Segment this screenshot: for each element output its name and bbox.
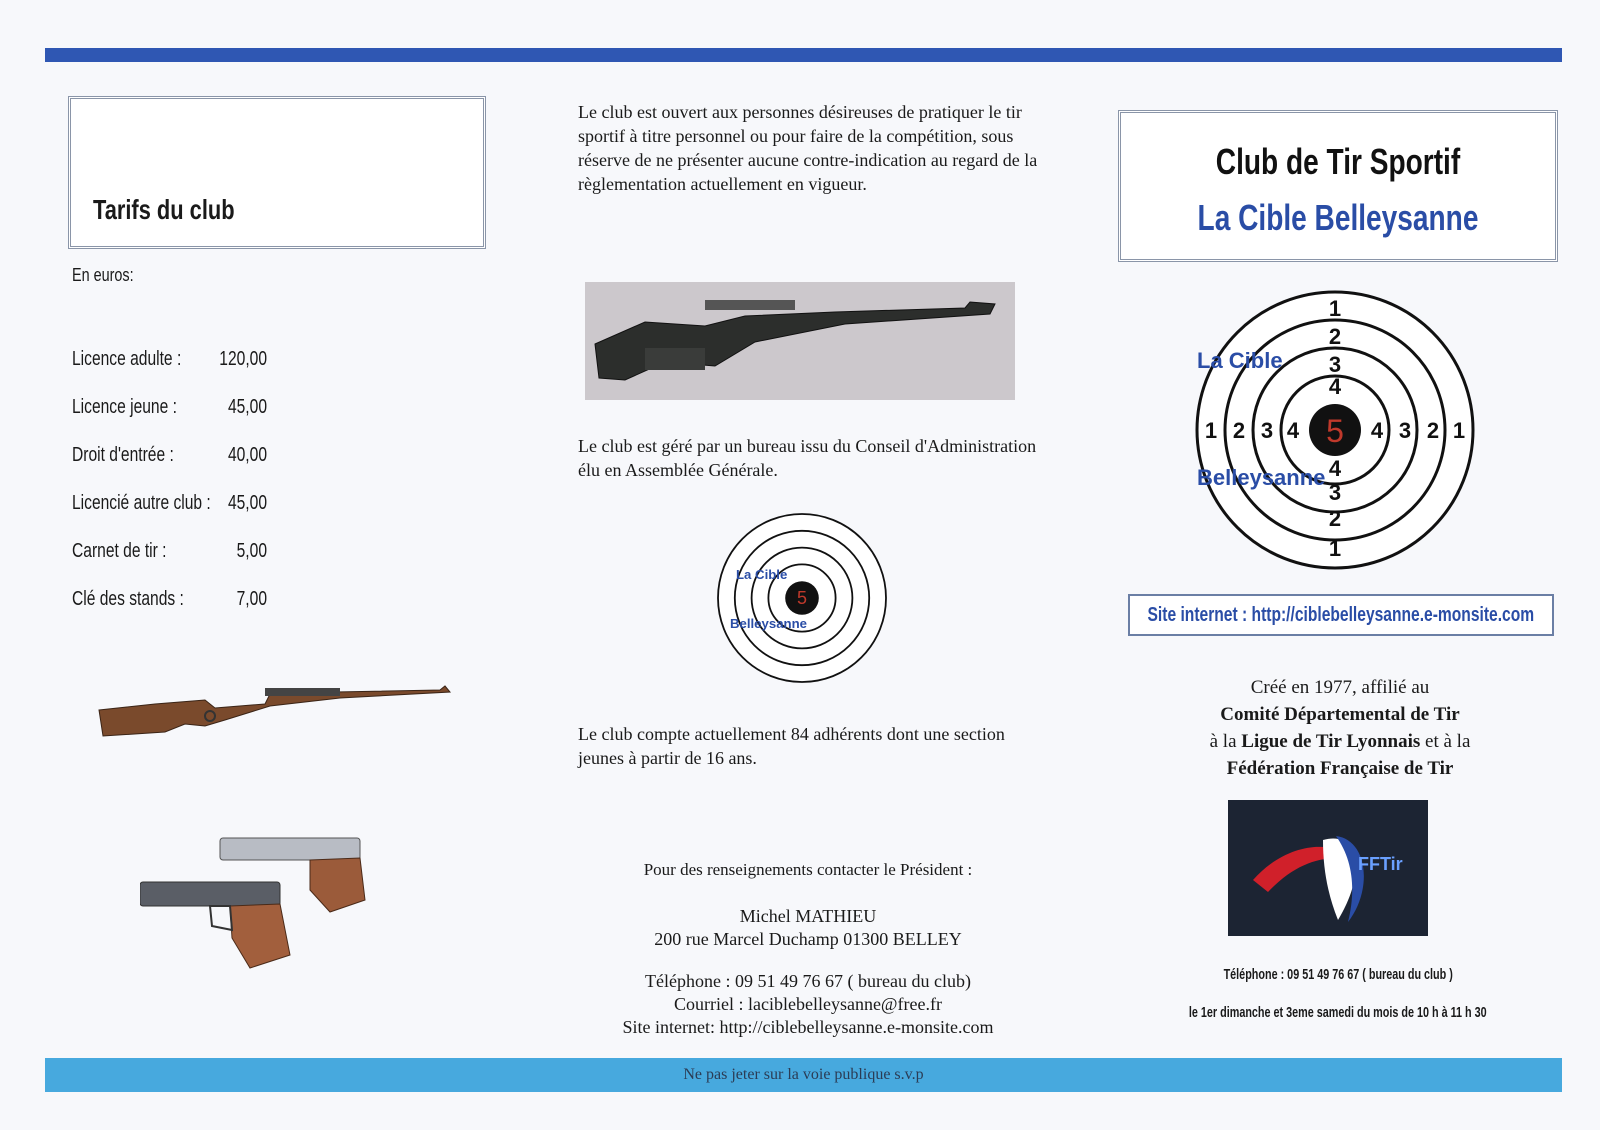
- air-rifle-image: [585, 282, 1015, 400]
- price-label: Droit d'entrée :: [72, 444, 174, 466]
- club-title-box: [1118, 110, 1558, 262]
- members-paragraph: Le club compte actuellement 84 adhérents dont une section jeunes à partir de 16 ans.: [578, 724, 1005, 768]
- email-line: Courriel : laciblebelleysanne@free.fr: [674, 994, 942, 1014]
- president-address: 200 rue Marcel Duchamp 01300 BELLEY: [654, 929, 962, 949]
- price-label: Carnet de tir :: [72, 540, 167, 562]
- svg-text:4: 4: [1286, 418, 1300, 443]
- league-prefix: à la: [1209, 731, 1242, 752]
- price-label: Licence jeune :: [72, 396, 177, 418]
- tarifs-title-box: [68, 96, 486, 249]
- svg-text:2: 2: [1328, 324, 1342, 349]
- svg-text:2: 2: [1328, 506, 1342, 531]
- price-value: 45,00: [227, 492, 267, 514]
- footer-notice: Ne pas jeter sur la voie publique s.v.p: [683, 1066, 924, 1083]
- svg-text:3: 3: [1328, 352, 1342, 377]
- small-target-image: [712, 508, 892, 688]
- svg-text:4: 4: [1328, 374, 1342, 399]
- club-title-line2: La Cible Belleysanne: [1197, 197, 1479, 238]
- fftir-logo: [1228, 800, 1428, 936]
- svg-text:1: 1: [1204, 418, 1218, 443]
- svg-text:1: 1: [1452, 418, 1466, 443]
- phone-line: Téléphone : 09 51 49 76 67 ( bureau du club): [645, 971, 971, 991]
- price-label: Licence adulte :: [72, 348, 182, 370]
- price-value: 7,00: [236, 588, 267, 610]
- management-paragraph: Le club est géré par un bureau issu du Conseil d'Administration élu en Assemblée Générale.: [578, 436, 1037, 480]
- large-target-label-top: La Cible: [1197, 348, 1283, 373]
- small-target-label-bottom: Belleysanne: [730, 616, 807, 631]
- website-line: Site internet: http://ciblebelleysanne.e-monsite.com: [622, 1017, 994, 1037]
- svg-text:3: 3: [1328, 480, 1342, 505]
- club-title-line1: Club de Tir Sportif: [1215, 141, 1461, 182]
- price-row: [72, 396, 267, 419]
- large-target-center: 5: [1326, 413, 1344, 449]
- price-row: [72, 492, 267, 515]
- intro-paragraph: Le club est ouvert aux personnes désireuses de pratiquer le tir sportif à titre personnel ou pour faire de la compétition, sous réserve de ne présenter aucune contre-indication au regard de la règlementation actuellement en vigueur.: [578, 102, 1038, 194]
- pistols-image: [140, 830, 380, 980]
- club-phone: Téléphone : 09 51 49 76 67 ( bureau du club ): [1223, 966, 1453, 983]
- fftir-logo-graphic: [1228, 800, 1428, 936]
- currency-note: En euros:: [72, 265, 134, 285]
- top-bar: [45, 48, 1562, 62]
- league-suffix: et à la: [1420, 731, 1471, 752]
- rifle-image: [95, 680, 455, 760]
- website-box[interactable]: [1128, 594, 1554, 636]
- svg-text:3: 3: [1398, 418, 1412, 443]
- federation-line: Fédération Française de Tir: [1226, 758, 1454, 779]
- bottom-bar: [45, 1058, 1562, 1092]
- league-line: [1128, 728, 1552, 755]
- price-value: 5,00: [236, 540, 267, 562]
- large-target-image: [1185, 290, 1485, 570]
- svg-text:4: 4: [1370, 418, 1384, 443]
- price-value: 45,00: [227, 396, 267, 418]
- fftir-logo-text: FFTir: [1358, 854, 1403, 874]
- large-target-label-bottom: Belleysanne: [1197, 465, 1326, 490]
- svg-text:1: 1: [1328, 296, 1342, 321]
- price-row: [72, 540, 267, 563]
- price-value: 120,00: [219, 348, 267, 370]
- created-line: Créé en 1977, affilié au: [1250, 677, 1430, 698]
- contact-intro: Pour des renseignements contacter le Président :: [643, 860, 973, 879]
- price-row: [72, 348, 267, 371]
- price-label: Licencié autre club :: [72, 492, 211, 514]
- committee-line: Comité Départemental de Tir: [1220, 704, 1460, 725]
- price-row: [72, 444, 267, 467]
- opening-hours: le 1er dimanche et 3eme samedi du mois de 10 h à 11 h 30: [1189, 1004, 1487, 1021]
- president-name: Michel MATHIEU: [739, 906, 877, 926]
- svg-text:2: 2: [1426, 418, 1440, 443]
- svg-text:3: 3: [1260, 418, 1274, 443]
- website-link[interactable]: Site internet : http://ciblebelleysanne.e-monsite.com: [1147, 603, 1535, 626]
- price-row: [72, 588, 267, 611]
- league-name: Ligue de Tir Lyonnais: [1241, 731, 1421, 752]
- svg-text:2: 2: [1232, 418, 1246, 443]
- price-label: Clé des stands :: [72, 588, 184, 610]
- small-target-label-top: La Cible: [736, 566, 788, 582]
- svg-text:4: 4: [1328, 456, 1342, 481]
- price-value: 40,00: [227, 444, 267, 466]
- small-target-center: 5: [796, 588, 808, 608]
- tarifs-title: Tarifs du club: [93, 194, 235, 225]
- svg-text:1: 1: [1328, 536, 1342, 561]
